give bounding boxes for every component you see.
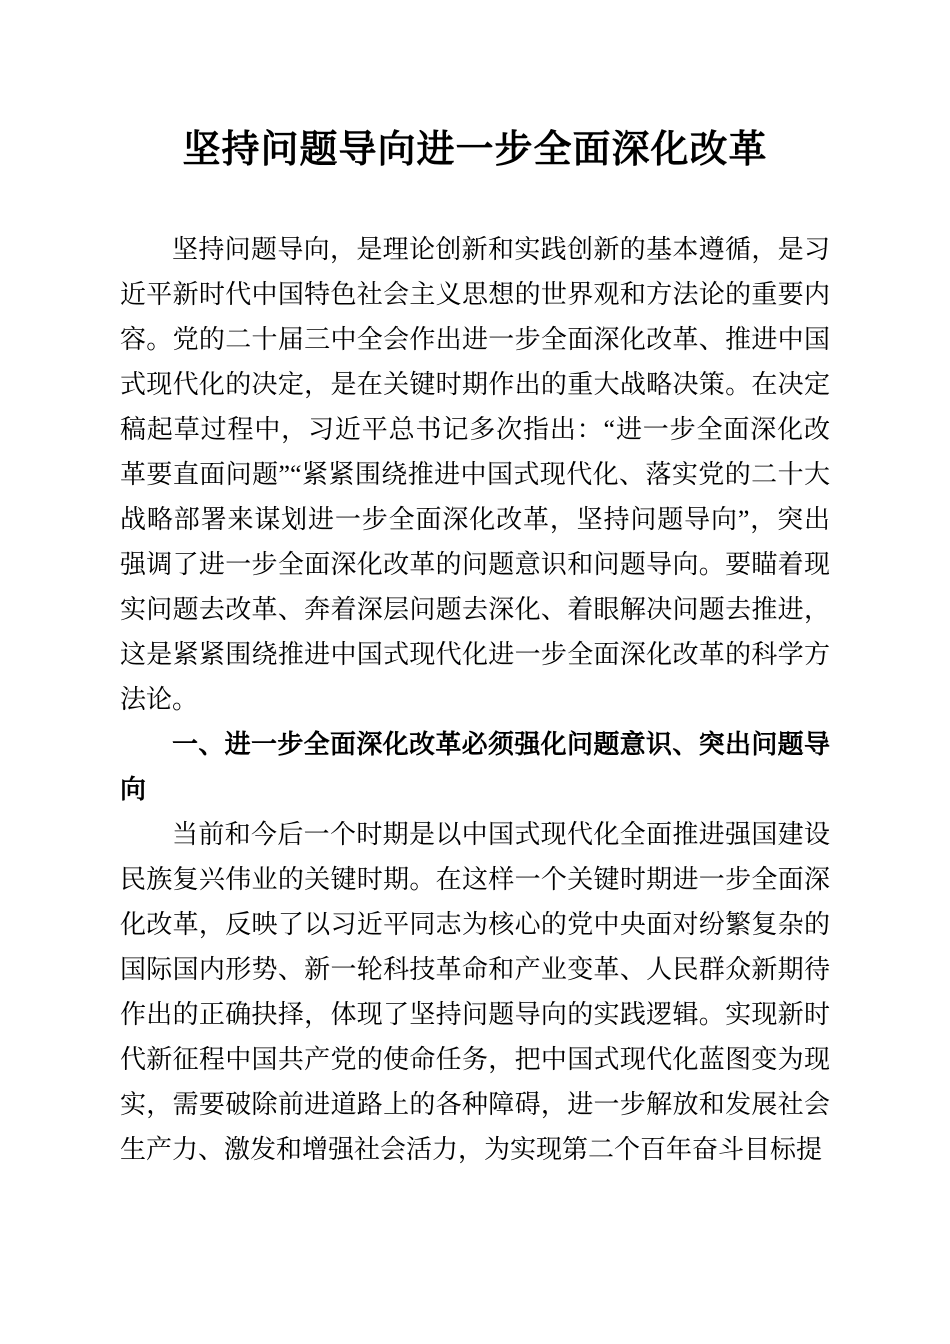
document-title: 坚持问题导向进一步全面深化改革 [182, 129, 768, 171]
paragraph-section-1-body: 当前和今后一个时期是以中国式现代化全面推进强国建设民族复兴伟业的关键时期。在这样一个关键时期进一步全面深化改革，反映了以习近平同志为核心的党中央面对纷繁复杂的国际国内形势、新一轮科技革命和产业变革、人民群众新期待作出的正确抉择，体现了坚持问题导向的实践逻辑。实现新时代新征程中国共产党的使命任务，把中国式现代化蓝图变为现实，需要破除前进道路上的各种障碍，进一步解放和发展社会生产力、激发和增强社会活力，为实现第二个百年奋斗目标提 [120, 820, 830, 1164]
paragraph-intro: 坚持问题导向，是理论创新和实践创新的基本遵循，是习近平新时代中国特色社会主义思想的世界观和方法论的重要内容。党的二十届三中全会作出进一步全面深化改革、推进中国式现代化的决定，是在关键时期作出的重大战略决策。在决定稿起草过程中，习近平总书记多次指出：“进一步全面深化改革要直面问题”“紧紧围绕推进中国式现代化、落实党的二十大战略部署来谋划进一步全面深化改革，坚持问题导向”，突出强调了进一步全面深化改革的问题意识和问题导向。要瞄着现实问题去改革、奔着深层问题去深化、着眼解决问题去推进，这是紧紧围绕推进中国式现代化进一步全面深化改革的科学方法论。 [120, 235, 830, 714]
section-heading-1: 一、进一步全面深化改革必须强化问题意识、突出问题导向 [120, 730, 830, 804]
